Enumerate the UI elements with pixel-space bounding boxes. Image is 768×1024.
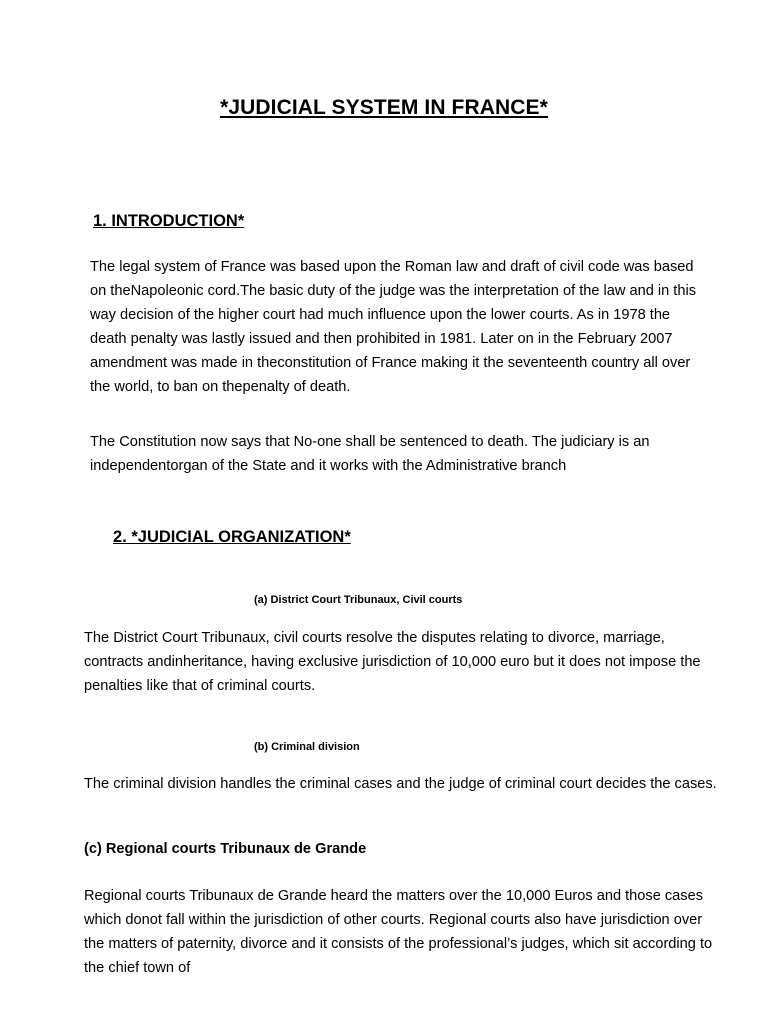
subheading-regional-courts: (c) Regional courts Tribunaux de Grande (84, 841, 367, 857)
regional-courts-paragraph: Regional courts Tribunaux de Grande heard the matters over the 10,000 Euros and those cases which donot fall within the jurisdiction of other courts. Regional courts also have jurisdiction over the matters of paternity, divorce and it consists of the professional’s judges, which sit according to the chief town of (84, 888, 713, 976)
criminal-division-paragraph: The criminal division handles the criminal cases and the judge of criminal court decides the cases. (84, 776, 717, 792)
document-title: *JUDICIAL SYSTEM IN FRANCE* (220, 96, 548, 119)
district-court-paragraph: The District Court Tribunaux, civil courts resolve the disputes relating to divorce, marriage, contracts andinheritance, having exclusive jurisdiction of 10,000 euro but it does not impose the penalties like that of criminal courts. (84, 630, 701, 694)
subheading-district-court: (a) District Court Tribunaux, Civil courts (254, 594, 463, 606)
subheading-criminal-division: (b) Criminal division (254, 741, 360, 753)
section-heading-judicial-organization: 2. *JUDICIAL ORGANIZATION* (113, 528, 351, 546)
introduction-paragraph-1: The legal system of France was based upon the Roman law and draft of civil code was based on theNapoleonic cord.The basic duty of the judge was the interpretation of the law and in this way decision of the higher court had much influence upon the lower courts. As in 1978 the death penalty was lastly issued and then prohibited in 1981. Later on in the February 2007 amendment was made in theconstitution of France making it the seventeenth country all over the world, to ban on thepenalty of death. (90, 259, 697, 395)
introduction-paragraph-2: The Constitution now says that No-one shall be sentenced to death. The judiciary is an independentorgan of the State and it works with the Administrative branch (90, 434, 650, 474)
section-heading-introduction: 1. INTRODUCTION* (93, 212, 245, 230)
